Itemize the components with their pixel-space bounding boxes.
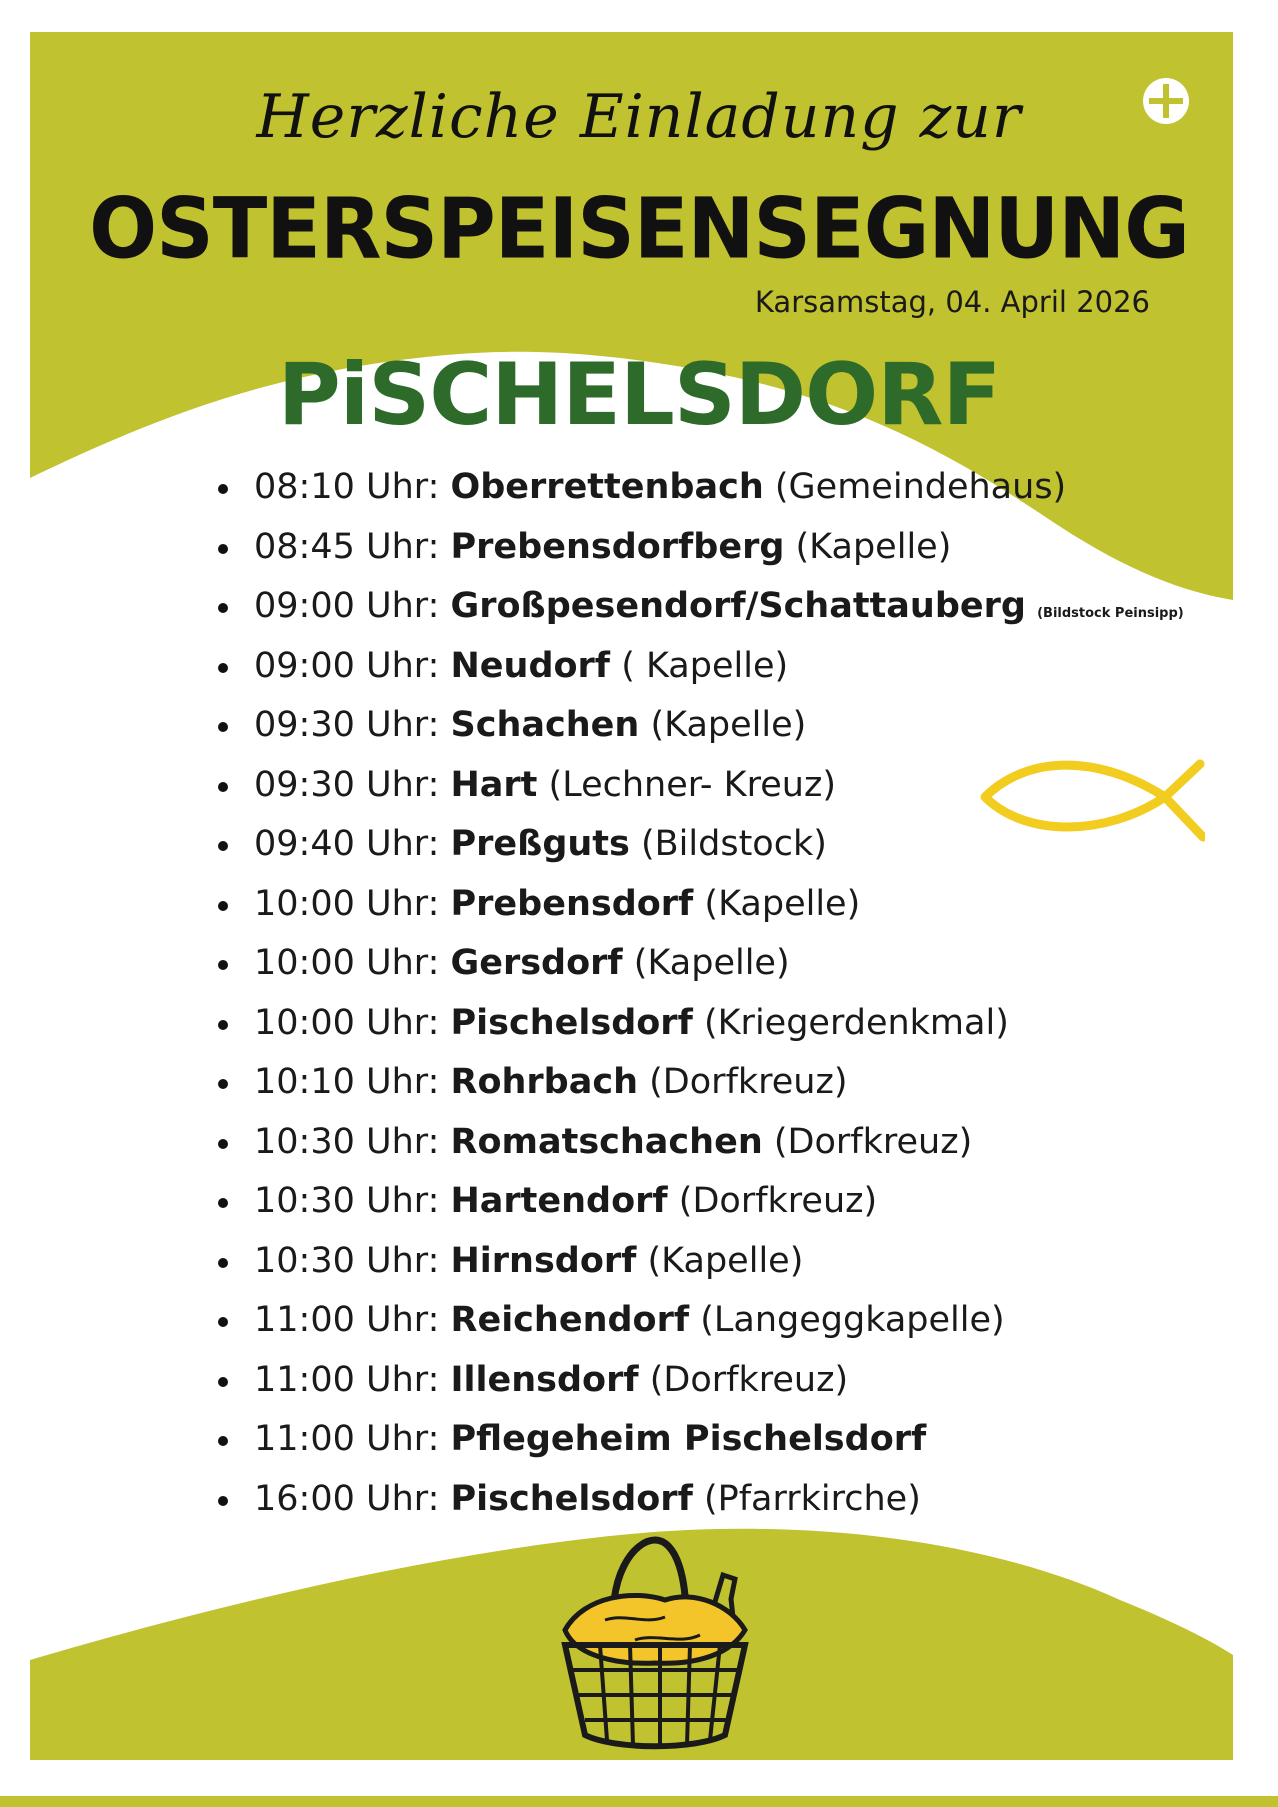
schedule-item — [218, 1113, 1184, 1173]
schedule-venue: (Kapelle) — [704, 883, 861, 924]
schedule-item — [218, 577, 1184, 637]
schedule-item — [218, 458, 1184, 518]
schedule-venue: (Dorfkreuz) — [649, 1359, 849, 1400]
schedule-venue: (Kapelle) — [633, 943, 790, 983]
schedule-item — [218, 994, 1184, 1054]
schedule-venue: (Gemeindehaus) — [774, 467, 1067, 507]
schedule-item — [218, 934, 1184, 994]
schedule-venue: (Bildstock Peinsipp) — [1037, 606, 1184, 621]
schedule-location: Neudorf — [450, 645, 611, 686]
schedule-venue: (Dorfkreuz) — [773, 1121, 973, 1162]
schedule-time: 16:00 Uhr: — [254, 1478, 440, 1519]
schedule-location: Illensdorf — [450, 1359, 639, 1400]
schedule-time: 10:00 Uhr: — [254, 883, 440, 924]
schedule-item — [218, 1053, 1184, 1113]
schedule-time: 09:40 Uhr: — [254, 824, 440, 864]
schedule-location: Hirnsdorf — [450, 1240, 637, 1281]
schedule-venue: (Dorfkreuz) — [649, 1062, 848, 1102]
schedule-list — [218, 458, 1184, 1529]
schedule-time: 08:45 Uhr: — [254, 526, 440, 567]
schedule-location: Romatschachen — [450, 1121, 763, 1162]
schedule-location: Pischelsdorf — [450, 1478, 693, 1519]
schedule-item — [218, 1410, 1184, 1470]
easter-basket-icon — [545, 1535, 775, 1765]
schedule-time: 09:30 Uhr: — [254, 764, 440, 805]
schedule-item — [218, 1232, 1184, 1292]
schedule-time: 10:30 Uhr: — [254, 1121, 440, 1162]
event-title: OSTERSPEISENSEGNUNG — [89, 179, 1189, 278]
schedule-location: Pischelsdorf — [450, 1002, 693, 1043]
schedule-time: 10:10 Uhr: — [254, 1062, 440, 1102]
schedule-location: Prebensdorf — [450, 883, 694, 924]
event-date: Karsamstag, 04. April 2026 — [754, 285, 1150, 319]
schedule-location: Oberrettenbach — [450, 467, 764, 507]
schedule-time: 08:10 Uhr: — [254, 467, 440, 507]
schedule-time: 09:30 Uhr: — [254, 705, 440, 745]
schedule-time: 10:30 Uhr: — [254, 1240, 440, 1281]
schedule-location: Schachen — [450, 705, 640, 745]
schedule-venue: (Kapelle) — [647, 1240, 804, 1281]
schedule-location: Preßguts — [450, 824, 630, 864]
schedule-item — [218, 518, 1184, 578]
ichthys-fish-icon — [975, 752, 1205, 847]
schedule-item — [218, 875, 1184, 935]
schedule-time: 10:00 Uhr: — [254, 943, 440, 983]
schedule-venue: (Kriegerdenkmal) — [703, 1002, 1009, 1043]
schedule-venue: (Langeggkapelle) — [700, 1300, 1005, 1340]
schedule-item — [218, 637, 1184, 697]
invitation-text: Herzliche Einladung zur — [256, 82, 1022, 152]
schedule-location: Gersdorf — [450, 943, 623, 983]
schedule-time: 09:00 Uhr: — [254, 586, 440, 626]
schedule-venue: (Lechner- Kreuz) — [548, 764, 836, 805]
schedule-time: 09:00 Uhr: — [254, 645, 440, 686]
schedule-time: 11:00 Uhr: — [254, 1300, 440, 1340]
schedule-location: Hart — [450, 764, 538, 805]
parish-name: PiSCHELSDORF — [277, 345, 1001, 445]
schedule-time: 11:00 Uhr: — [254, 1419, 440, 1459]
schedule-item — [218, 1172, 1184, 1232]
schedule-item — [218, 1470, 1184, 1530]
schedule-location: Reichendorf — [450, 1300, 690, 1340]
schedule-venue: (Bildstock) — [641, 824, 827, 864]
schedule-venue: ( Kapelle) — [621, 645, 789, 686]
schedule-location: Großpesendorf/Schattauberg — [450, 586, 1026, 626]
schedule-location: Hartendorf — [450, 1181, 668, 1221]
schedule-time: 10:00 Uhr: — [254, 1002, 440, 1043]
bottom-border — [0, 1796, 1278, 1807]
schedule-item — [218, 1291, 1184, 1351]
schedule-item — [218, 696, 1184, 756]
schedule-venue: (Kapelle) — [795, 526, 952, 567]
schedule-time: 10:30 Uhr: — [254, 1181, 440, 1221]
schedule-venue: (Kapelle) — [650, 705, 807, 745]
schedule-time: 11:00 Uhr: — [254, 1359, 440, 1400]
schedule-location: Pflegeheim Pischelsdorf — [450, 1419, 927, 1459]
schedule-location: Rohrbach — [450, 1062, 639, 1102]
schedule-location: Prebensdorfberg — [450, 526, 785, 567]
schedule-venue: (Pfarrkirche) — [703, 1478, 921, 1519]
schedule-item — [218, 1351, 1184, 1411]
schedule-venue: (Dorfkreuz) — [678, 1181, 878, 1221]
